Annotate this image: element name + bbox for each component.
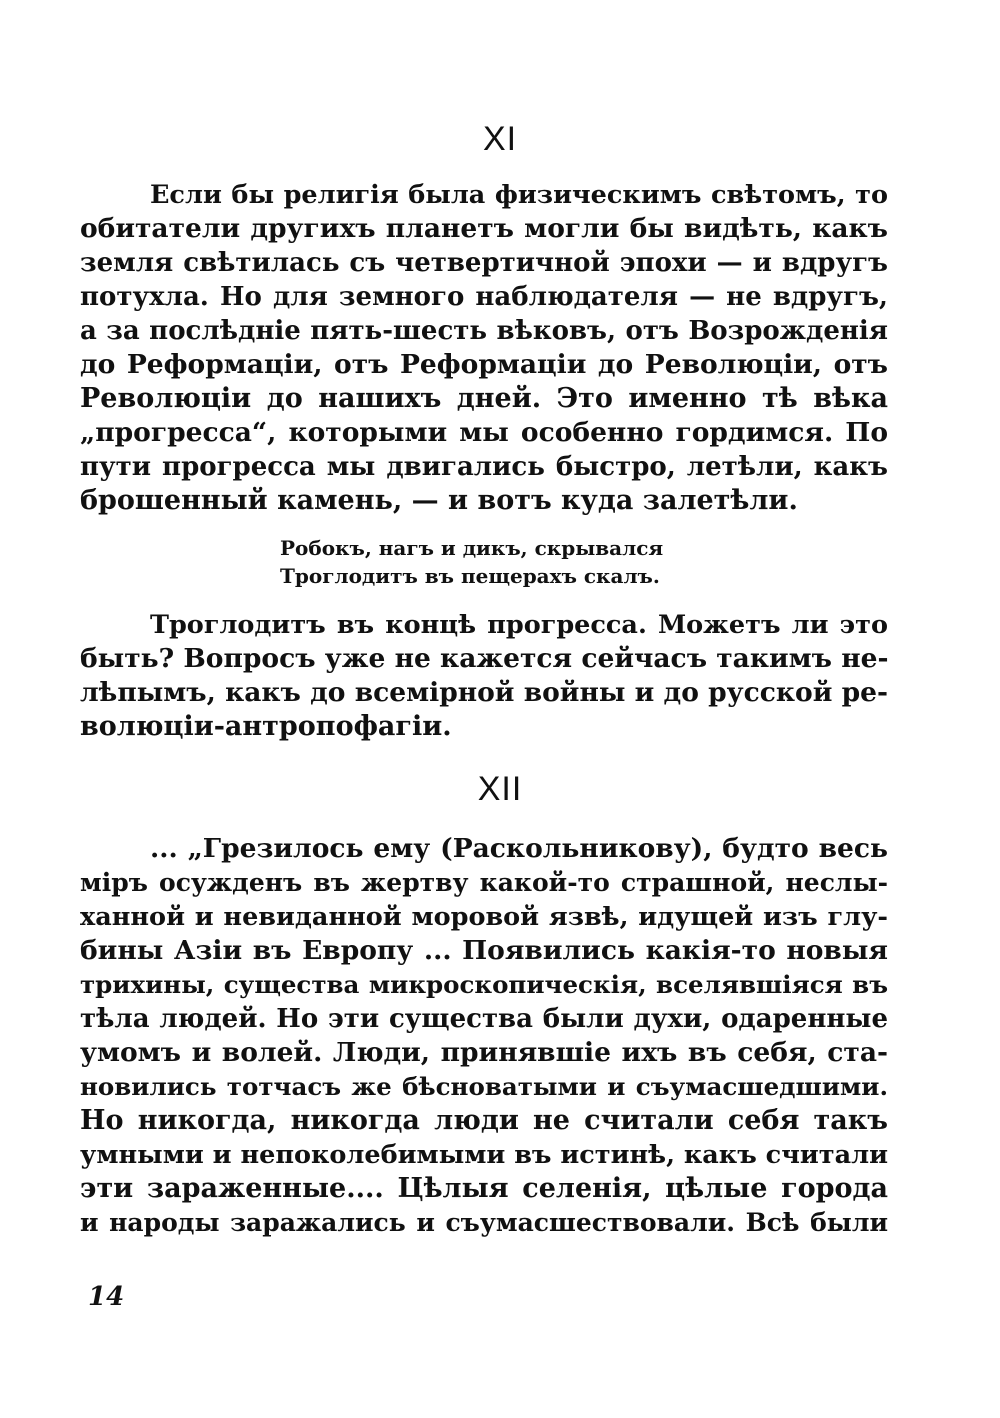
text-line: Но никогда, никогда люди не считали себя такъ	[80, 1105, 888, 1136]
section-heading-xii: XII	[477, 770, 523, 808]
text-line: Если бы религія была физическимъ свѣтомъ, то	[150, 180, 888, 210]
epigraph-line: Троглодитъ въ пещерахъ скалъ.	[280, 564, 660, 588]
text-line: тѣла людей. Но эти существа были духи, одаренные	[80, 1004, 888, 1034]
text-line: новились тотчасъ же бѣсноватыми и съумасшедшими.	[80, 1072, 888, 1101]
section-xi-paragraph-2	[80, 608, 888, 744]
text-line: земля свѣтилась съ четвертичной эпохи — и вдругъ	[80, 248, 888, 278]
text-line: пути прогресса мы двигались быстро, летѣли, какъ	[80, 452, 888, 482]
text-line: Революціи до нашихъ дней. Это именно тѣ вѣка	[80, 383, 888, 414]
section-xii-paragraph-1	[80, 832, 888, 1240]
epigraph-line: Робокъ, нагъ и дикъ, скрывался	[280, 536, 664, 560]
epigraph-quote	[280, 534, 730, 590]
text-line: волюціи-антропофагіи.	[80, 711, 452, 742]
text-line: брошенный камень, — и вотъ куда залетѣли.	[80, 485, 798, 516]
text-line: умными и непоколебимыми въ истинѣ, какъ считали	[80, 1140, 888, 1170]
text-line: ханной и невиданной моровой язвѣ, идущей изъ глу-	[80, 902, 888, 932]
text-line: и народы заражались и съумасшествовали. Всѣ были	[80, 1208, 888, 1237]
text-line: обитатели другихъ планетъ могли бы видѣть, какъ	[80, 213, 888, 244]
section-heading-xi: XI	[482, 120, 518, 158]
text-line: „прогресса“, которыми мы особенно гордимся. По	[80, 417, 888, 448]
text-line: быть? Вопросъ уже не кажется сейчасъ такимъ не-	[80, 643, 889, 674]
text-line: а за послѣдніе пять-шесть вѣковъ, отъ Возрожденія	[80, 316, 888, 346]
text-line: потухла. Но для земного наблюдателя — не вдругъ,	[80, 282, 888, 312]
text-line: эти зараженные.... Цѣлыя селенія, цѣлые города	[80, 1173, 888, 1204]
text-line: міръ осужденъ въ жертву какой-то страшной, неслы-	[80, 868, 888, 897]
text-line: лѣпымъ, какъ до всемірной войны и до русской ре-	[80, 677, 888, 708]
text-line: умомъ и волей. Люди, принявшіе ихъ въ себя, ста-	[80, 1037, 888, 1068]
section-xi-paragraph-1	[80, 178, 888, 518]
page-number: 14	[88, 1282, 125, 1312]
text-line: до Реформаціи, отъ Реформаціи до Революціи, отъ	[80, 349, 888, 380]
text-line: Троглодитъ въ концѣ прогресса. Можетъ ли это	[150, 610, 888, 640]
text-line: бины Азіи въ Европу ... Появились какія-то новыя	[80, 935, 888, 966]
text-line: ... „Грезилось ему (Раскольникову), будто весь	[150, 833, 888, 864]
text-line: трихины, существа микроскопическія, вселявшіяся въ	[80, 970, 888, 999]
